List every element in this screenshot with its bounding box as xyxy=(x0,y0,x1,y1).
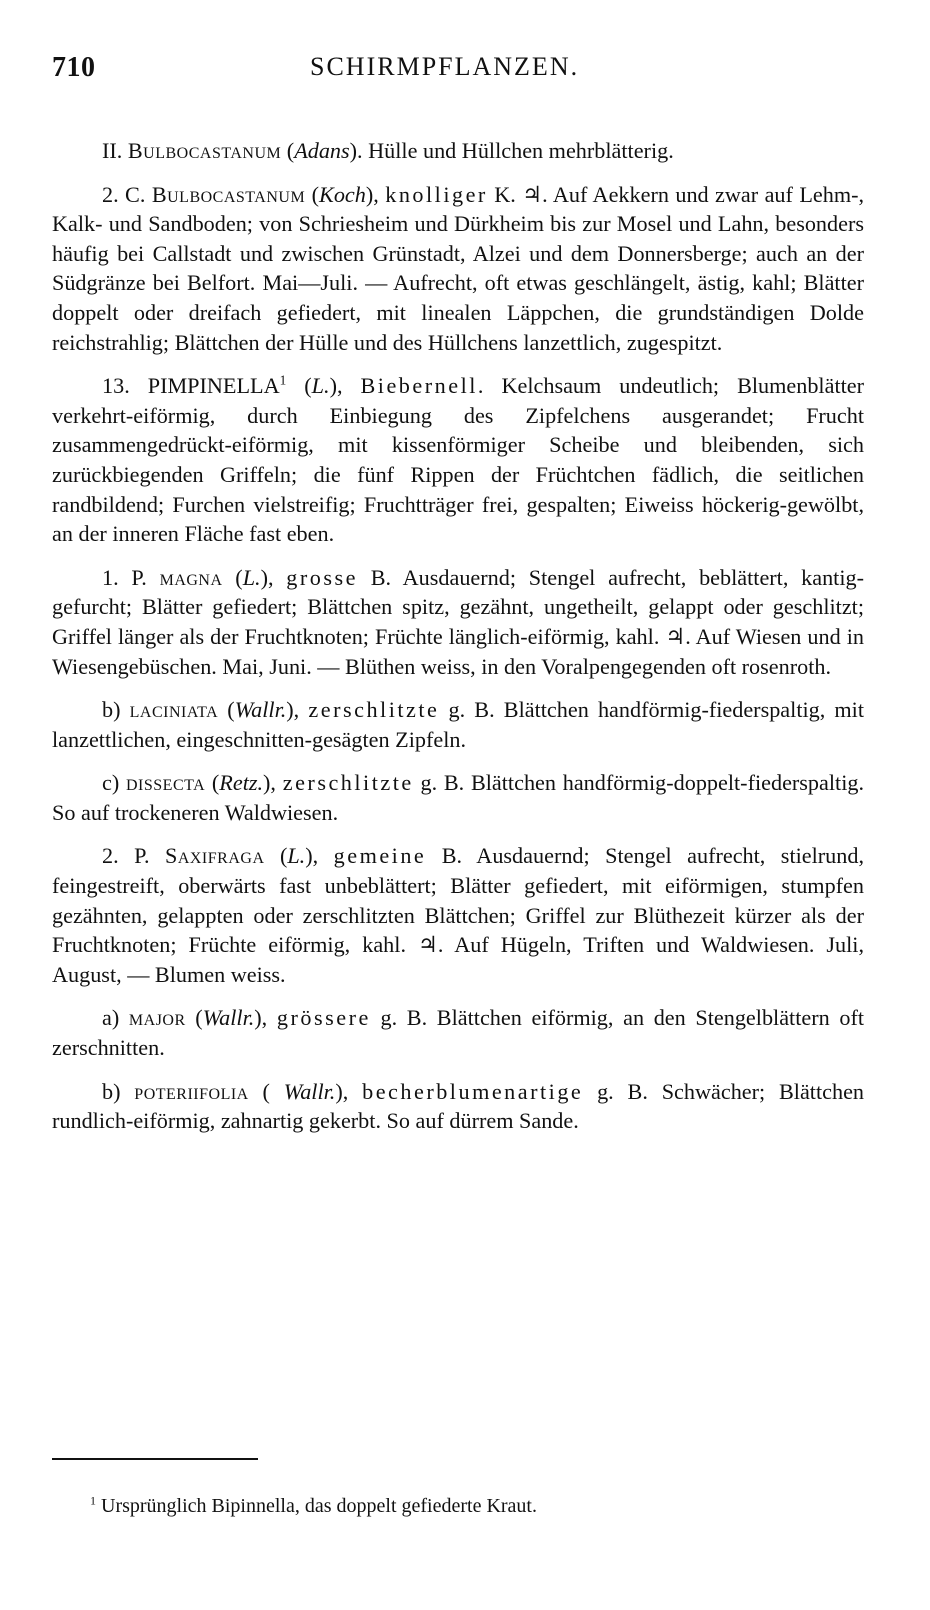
text-run: ), xyxy=(329,373,361,399)
text-run: ( xyxy=(305,181,320,207)
text-run: ). Hülle und Hüllchen mehrblätterig. xyxy=(349,138,674,163)
author-citation: L. xyxy=(311,373,330,399)
paragraph-major xyxy=(52,1003,864,1062)
paragraph-magna xyxy=(52,563,864,681)
common-name: becherblumenartige xyxy=(362,1078,584,1104)
text-run: ), xyxy=(335,1078,363,1104)
text-run: . Kelchsaum undeutlich; Blumenblätter verkehrt-eiförmig, durch Einbiegung des Zipfelchens ausgerandet; Frucht zusammengedrückt-eiförmig, mit kissenförmiger Scheibe und bleibenden, sich zurückbiegenden Griffeln; die fünf Rippen der Früchtchen fädlich, die seitlichen randbildend; Furchen vielstreifig; Fruchtträger frei, gespalten; Eiweiss höckerig-gewölbt, an der inneren Fläche fast eben. xyxy=(52,373,865,547)
text-run: g. B. Blättchen handförmig-fiederspaltig, mit lanzettlichen, eingeschnitten-gesägten Zipfeln. xyxy=(52,697,865,752)
taxon-name: poteriifolia xyxy=(134,1078,249,1104)
author-citation: Wallr. xyxy=(202,1005,255,1031)
author-citation: Retz. xyxy=(219,770,264,796)
taxon-name: Saxifraga xyxy=(164,843,265,869)
text-run: ), xyxy=(254,1005,277,1031)
body-text xyxy=(52,136,864,1150)
taxon-name: major xyxy=(128,1005,186,1031)
common-name: zerschlitzte xyxy=(282,770,414,796)
footnote xyxy=(90,1492,537,1520)
paragraph-bulbocastanum-section xyxy=(52,136,864,166)
text-run: b) xyxy=(102,1078,135,1104)
text-run: 13. PIMPINELLA xyxy=(102,373,280,399)
footnote-reference: 1 xyxy=(279,372,287,388)
text-run: ( xyxy=(205,770,220,796)
text-run: ( xyxy=(218,697,235,723)
text-run: K. ♃. Auf Aekkern und zwar auf Lehm-, Kalk- und Sandboden; von Schriesheim und Dürkheim bis zur Mosel und Lahn, besonders häufig bei Callstadt und zwischen Grünstadt, Alzei und dem Donnersberge; auch an der Südgränze bei Belfort. Mai—Juli. — Aufrecht, oft etwas geschlängelt, ästig, kahl; Blätter doppelt oder dreifach gefiedert, mit linealen Läppchen, die grundständigen Dolde reichstrahlig; Blättchen der Hülle und des Hüllchens lanzettlich, zugespitzt. xyxy=(52,181,865,355)
author-citation: L. xyxy=(242,564,261,590)
footnote-marker: 1 xyxy=(90,1493,96,1508)
page-header xyxy=(52,40,864,98)
author-citation: Koch xyxy=(319,181,366,207)
author-citation: L. xyxy=(287,843,306,869)
text-run: II. xyxy=(102,138,128,163)
paragraph-pimpinella-genus xyxy=(52,371,864,549)
text-run: B. Ausdauernd; Stengel aufrecht, beblättert, kantig-gefurcht; Blätter gefiedert; Blättchen spitz, gezähnt, ungetheilt, gelappt oder geschlitzt; Griffel länger als der Fruchtknoten; Früchte länglich-eiförmig, kahl. ♃. Auf Wiesen und in Wiesengebüschen. Mai, Juni. — Blüthen weiss, in den Voralpengegenden oft rosenroth. xyxy=(52,564,864,679)
text-run: ( xyxy=(222,564,243,590)
common-name: gemeine xyxy=(333,843,427,869)
author-citation: Wallr. xyxy=(283,1078,336,1104)
text-run: 2. P. xyxy=(102,843,165,869)
book-page xyxy=(52,40,865,1517)
paragraph-c-bulbocastanum xyxy=(52,180,864,358)
paragraph-laciniata xyxy=(52,695,864,754)
common-name: Biebernell xyxy=(360,373,478,399)
text-run: ( xyxy=(185,1005,203,1031)
paragraph-saxifraga xyxy=(52,841,864,989)
text-run: ( xyxy=(286,373,312,399)
text-run: b) xyxy=(102,697,130,723)
text-run: 2. C. xyxy=(102,181,152,207)
text-run: c) xyxy=(102,770,126,796)
text-run: g. B. Blättchen handförmig-doppelt-fiederspaltig. So auf trockeneren Waldwiesen. xyxy=(52,770,865,825)
text-run: a) xyxy=(102,1005,129,1031)
taxon-name: laciniata xyxy=(129,697,219,723)
common-name: zerschlitzte xyxy=(308,697,440,723)
text-run: ( xyxy=(281,138,295,163)
text-run: ), xyxy=(263,770,283,796)
paragraph-poteriifolia xyxy=(52,1077,864,1136)
text-run: ( xyxy=(248,1078,284,1104)
taxon-name: magna xyxy=(159,564,223,590)
common-name: grössere xyxy=(276,1005,371,1031)
text-run: B. Ausdauernd; Stengel aufrecht, stielrund, feingestreift, oberwärts fast unbeblättert; Blätter gefiedert, mit eiförmigen, stumpfen gezähnten, gelappten oder zerschlitzten Blättchen; Griffel zur Blüthezeit kürzer als der Fruchtknoten; Früchte eiförmig, kahl. ♃. Auf Hügeln, Triften und Waldwiesen. Juli, August, — Blumen weiss. xyxy=(52,843,864,987)
taxon-name: Bulbocastanum xyxy=(151,181,306,207)
author-citation: Wallr. xyxy=(234,697,287,723)
text-run: ( xyxy=(264,843,288,869)
text-run: ), xyxy=(365,181,386,207)
author-citation: Adans xyxy=(294,138,350,163)
text-run: g. B. Blättchen eiförmig, an den Stengelblättern oft zerschnitten. xyxy=(52,1005,865,1061)
page-number: 710 xyxy=(52,52,96,83)
text-run: g. B. Schwächer; Blättchen rundlich-eiförmig, zahnartig gekerbt. So auf dürrem Sande. xyxy=(52,1078,865,1134)
text-run: 1. P. xyxy=(102,564,160,590)
running-head: SCHIRMPFLANZEN. xyxy=(310,52,580,81)
common-name: knolliger xyxy=(385,181,488,207)
common-name: grosse xyxy=(286,564,358,590)
taxon-name: dissecta xyxy=(125,770,206,796)
text-run: ), xyxy=(286,697,309,723)
taxon-name: Bulbocastanum xyxy=(127,138,282,163)
paragraph-dissecta xyxy=(52,768,864,827)
footnote-divider xyxy=(52,1458,258,1460)
text-run: ), xyxy=(305,843,334,869)
text-run: ), xyxy=(260,564,287,590)
footnote-text: Ursprünglich Bipinnella, das doppelt gefiederte Kraut. xyxy=(101,1495,537,1517)
